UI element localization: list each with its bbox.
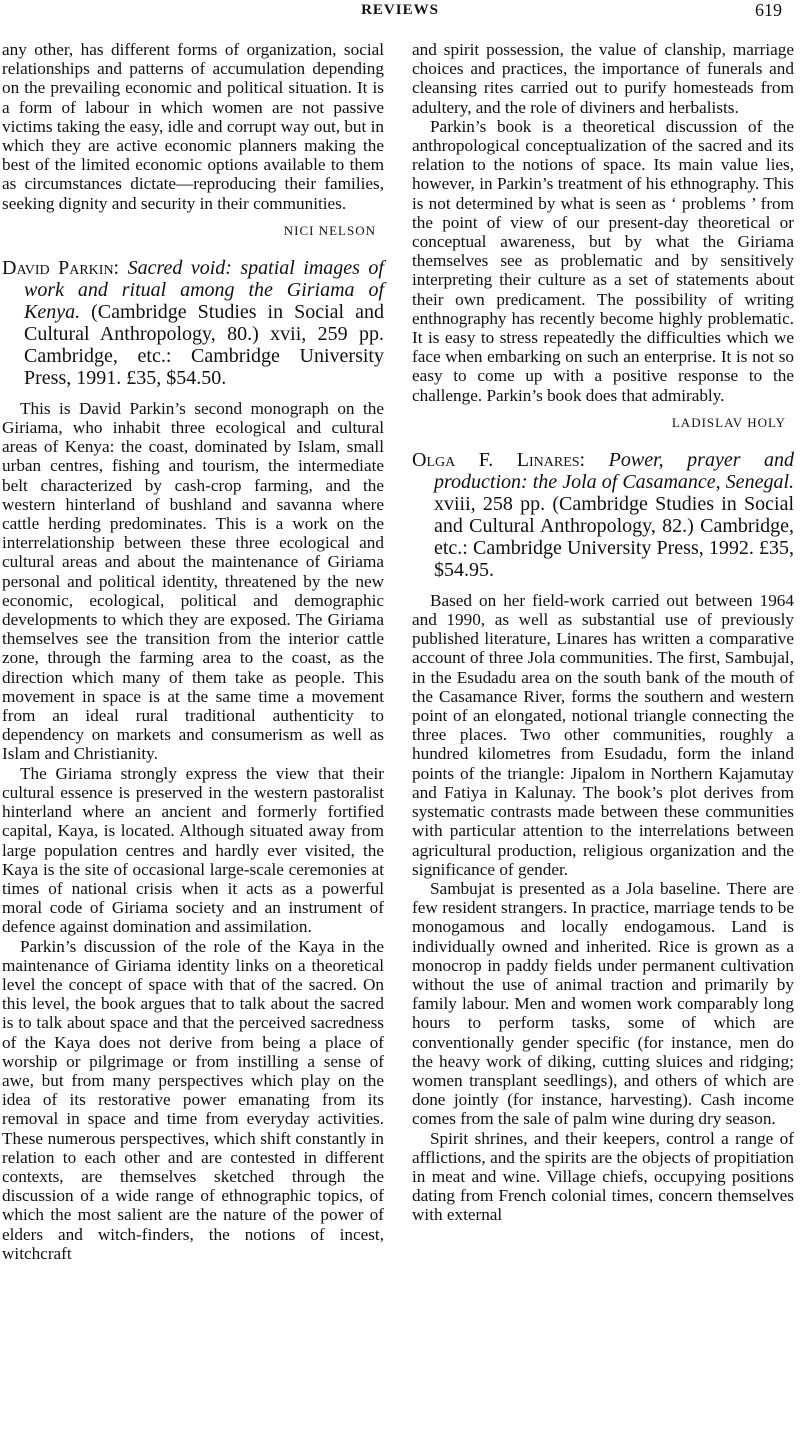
body-paragraph: This is David Parkin’s second monograph on the Giriama, who inhabit three ecological and cultural areas of Kenya: the coast, dominated by Islam, small urban centres, fishing and tourism, the intermediate belt characterized by cash-crop farming, and the western hinterland of bushland and savanna where cattle herding predominates. This is a work on the interrelationship between these three ecological and cultural areas and about the maintenance of Giriama personal and political identity, threatened by the new economic, ecological, political and demographic developments to which they are exposed. The Giriama themselves see the transition from the interior cattle zone, through the farming area to the coast, as the direction which many of them take as people. This movement in space is at the same time a movement from an ideal rural traditional authenticity to dependency on markets and consumerism as well as Islam and Christianity. (2, 398, 384, 764)
body-paragraph: Parkin’s discussion of the role of the Kaya in the maintenance of Giriama identity links on a theoretical level the concept of space with that of the sacred. On this level, the book argues that to talk about the sacred is to talk about space and that the perceived sacredness of the Kaya does not derive from being a place of worship or pilgrimage or from instilling a sense of awe, but from many perspectives which play on the idea of its restorative power emanating from its removal in space and time from everyday activities. These numerous perspectives, which shift constantly in relation to each other and are contested in different contexts, are themselves sketched through the discussion of a wide range of ethnographic topics, of which the most salient are the nature of the power of elders and witch-finders, the notions of incest, witchcraft (2, 936, 384, 1263)
page-header (0, 0, 800, 26)
body-paragraph: Based on her field-work carried out between 1964 and 1990, as well as substantial use of previously published literature, Linares has written a comparative account of three Jola communities. The first, Sambujal, in the Esudadu area on the south bank of the mouth of the Casamance River, forms the southern and western point of an elongated, notional triangle connecting the three places. Two other communities, roughly a hundred kilometres from Esudadu, form the inland points of the triangle: Jipalom in Northern Kajamutay and Fatiya in Kalunay. The book’s plot derives from systematic contrasts made between these communities with particular attention to the interrelations between agricultural production, religious organization and the significance of gender. (412, 590, 794, 879)
body-paragraph: Parkin’s book is a theoretical discussion of the anthropological conceptualization of the sacred and its relation to the notions of space. Its main value lies, however, in Parkin’s treatment of his ethnography. This is not determined by what is seen as ‘ problems ’ from the point of view of our present-day theoretical or conceptual awareness, but by what the Giriama themselves see as problematic and by sensitively interpreting their culture as a set of statements about their own predicament. The possibility of writing enthnography has recently become highly problematic. It is easy to stress repeatedly the difficulties which we face when embarking on such an enterprise. It is not so easy to come up with a positive response to the challenge. Parkin’s book does that admirably. (412, 116, 794, 405)
running-head: REVIEWS (361, 2, 439, 18)
page-number: 619 (755, 0, 782, 20)
body-paragraph: and spirit possession, the value of clanship, marriage choices and practices, the importance of funerals and cleansing rites carried out to purify homesteads from adultery, and the role of diviners and herbalists. (412, 40, 794, 117)
review-heading (412, 449, 794, 581)
review-details: (Cambridge Studies in Social and Cultural Anthropology, 80.) xvii, 259 pp. Cambridge, etc.: Cambridge University Press, 1991. £35, $54.50. (24, 300, 384, 389)
review-author: David Parkin: (2, 256, 120, 279)
left-column (2, 40, 384, 1263)
review-details: xviii, 258 pp. (Cambridge Studies in Social and Cultural Anthropology, 82.) Cambridge, etc.: Cambridge University Press, 1992. £35, $54.95. (434, 492, 794, 581)
body-paragraph: Sambujat is presented as a Jola baseline. There are few resident strangers. In practice, marriage tends to be monogamous and locally endogamous. Land is individually owned and inherited. Rice is grown as a monocrop in paddy fields under permanent cultivation without the use of animal traction and primarily by family labour. Men and women work comparably long hours to perform tasks, some of which are conventionally gender specific (for instance, men do the heavy work of diking, cutting sluices and ridging; women transplant seedlings), and others of which are done jointly (for instance, harvesting). Cash income comes from the sale of palm wine during dry season. (412, 878, 794, 1129)
review-heading (2, 257, 384, 389)
right-column (412, 40, 794, 1225)
review-title: Power, prayer and production: the Jola of Casamance, Senegal. (434, 448, 794, 493)
reviewer-signature: LADISLAV HOLY (671, 414, 786, 430)
intro-paragraph: any other, has different forms of organization, social relationships and patterns of accumulation depending on the prevailing economic and political situation. It is a form of labour in which women are not passive victims taking the easy, idle and corrupt way out, but in which they are active economic planners making the best of the limited economic options available to them as circumstances dictate—reproducing their families, seeking dignity and security in their communities. (2, 40, 384, 213)
review-author: Olga F. Linares: (412, 448, 586, 471)
body-paragraph: The Giriama strongly express the view that their cultural essence is preserved in the western pastoralist hinterland where an ancient and formerly fortified capital, Kaya, is located. Although situated away from large population centres and hardly ever visited, the Kaya is the site of occasional large-scale ceremonies at times of national crisis when it acts as a powerful moral code of Giriama society and an instrument of defence against domination and assimilation. (2, 763, 384, 937)
reviewer-signature: NICI NELSON (283, 222, 376, 238)
body-paragraph: Spirit shrines, and their keepers, control a range of afflictions, and the spirits are the objects of propitiation in meat and wine. Village chiefs, occupying positions dating from French colonial times, concern themselves with external (412, 1128, 794, 1225)
review-title: Sacred void: spatial images of work and ritual among the Giriama of Kenya. (24, 256, 384, 323)
